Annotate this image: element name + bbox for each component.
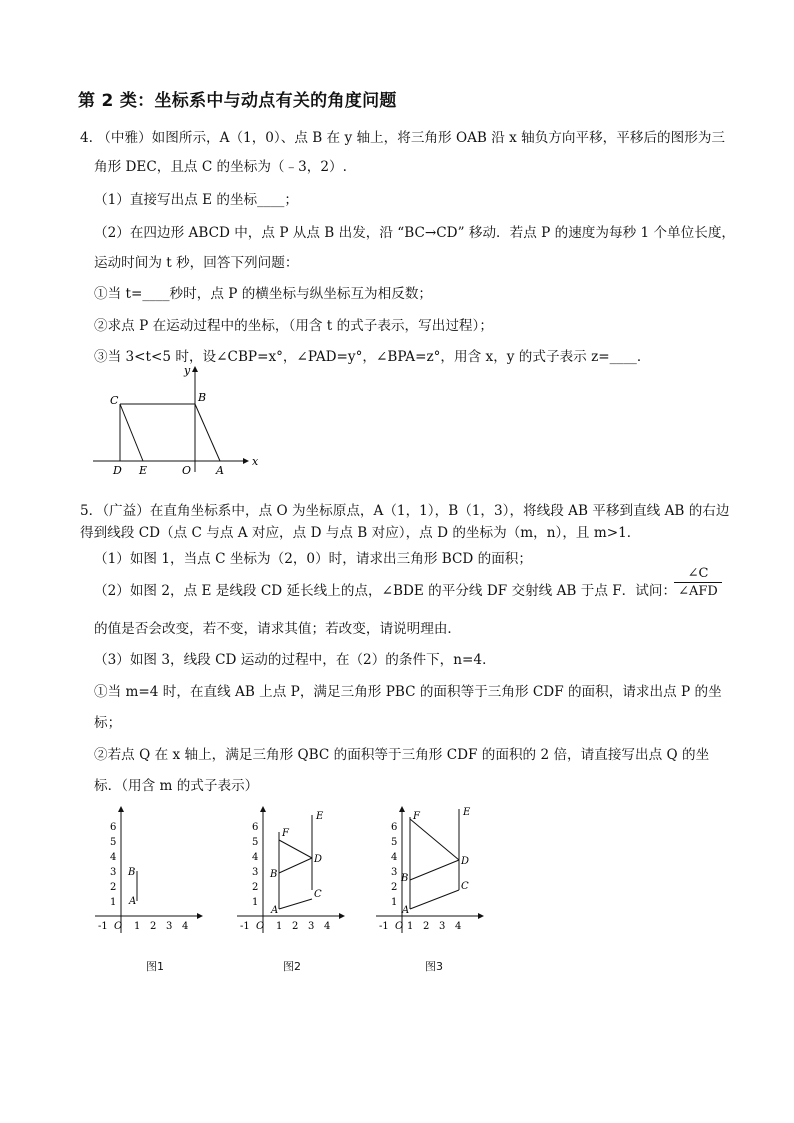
tick-y-4: 4 <box>252 852 259 863</box>
tick-y-2: 2 <box>391 882 398 893</box>
q5-line-2: 得到线段 CD（点 C 与点 A 对应，点 D 与点 B 对应），点 D 的坐标为（m，n），且 m>1． <box>80 525 641 541</box>
q4-line-2: 角形 DEC，且点 C 的坐标为（﹣3，2）. <box>94 159 347 175</box>
segment-ba <box>195 404 220 461</box>
tick-y-3: 3 <box>391 867 398 878</box>
label-b: B <box>128 867 136 878</box>
tick-x-2: 2 <box>292 921 299 932</box>
tick-x-2: 2 <box>423 921 430 932</box>
q5-line-1: 5．（广益）在直角坐标系中，点 O 为坐标原点，A（1，1），B（1，3），将线段 AB 平移到直线 AB 的右边 <box>80 503 730 519</box>
tick-x-3: 3 <box>166 921 173 932</box>
q5-line-5: 的值是否会改变，若不变，请求其值；若改变，请说明理由． <box>94 621 462 637</box>
q4-line-6: ①当 t=____秒时，点 P 的横坐标与纵坐标互为相反数； <box>94 286 433 302</box>
label-d: D <box>113 464 122 477</box>
q4-figure <box>88 362 268 477</box>
tick-x-neg1: -1 <box>379 921 389 932</box>
segment-ac <box>279 899 312 909</box>
q4-line-8: ③当 3<t<5 时，设∠CBP=x°，∠PAD=y°，∠BPA=z°，用含 x，y 的式子表示 z=____． <box>94 349 651 365</box>
q4-line-1: 4. （中雅）如图所示，A（1，0）、点 B 在 y 轴上，将三角形 OAB 沿 x 轴负方向平移，平移后的图形为三 <box>80 130 726 146</box>
tick-x-3: 3 <box>308 921 315 932</box>
figure-2 <box>232 805 352 945</box>
figure-3 <box>371 805 501 945</box>
tick-y-2: 2 <box>110 882 117 893</box>
label-a: A <box>402 905 410 916</box>
tick-y-2: 2 <box>252 882 259 893</box>
label-a: A <box>216 464 224 477</box>
q4-line-3: （1）直接写出点 E 的坐标____； <box>94 192 298 208</box>
label-e: E <box>463 807 471 818</box>
q5-line-4: （2）如图 2，点 E 是线段 CD 延长线上的点，∠BDE 的平分线 DF 交射线 AB 于点 F．试问： <box>94 583 677 599</box>
tick-y-6: 6 <box>252 822 259 833</box>
tick-y-5: 5 <box>110 837 117 848</box>
fraction-denominator: ∠AFD <box>678 584 718 599</box>
tick-y-5: 5 <box>252 837 259 848</box>
fraction-numerator: ∠C <box>674 566 722 583</box>
q5-line-3: （1）如图 1，当点 C 坐标为（2，0）时，请求出三角形 BCD 的面积； <box>94 551 532 567</box>
tick-x-4: 4 <box>182 921 189 932</box>
q5-line-10: 标．（用含 m 的式子表示） <box>94 778 259 794</box>
tick-y-4: 4 <box>391 852 398 863</box>
label-b: B <box>198 391 207 404</box>
tick-y-3: 3 <box>110 867 117 878</box>
q5-line-6: （3）如图 3，线段 CD 运动的过程中，在（2）的条件下，n=4． <box>94 652 496 668</box>
tick-y-5: 5 <box>391 837 398 848</box>
segment-ac <box>410 890 459 909</box>
fraction-c-over-afd <box>674 566 722 599</box>
tick-x-neg1: -1 <box>240 921 250 932</box>
tick-y-6: 6 <box>391 822 398 833</box>
label-f: F <box>282 828 289 839</box>
q5-line-8: 标； <box>94 715 122 731</box>
tick-x-1: 1 <box>407 921 414 932</box>
tick-y-6: 6 <box>110 822 117 833</box>
caption-figure-3: 图3 <box>425 960 443 973</box>
q4-line-7: ②求点 P 在运动过程中的坐标，（用含 t 的式子表示，写出过程）； <box>94 318 493 334</box>
segment-ce <box>120 404 143 461</box>
label-x: x <box>252 455 259 468</box>
segment-bd <box>279 858 312 873</box>
tick-y-1: 1 <box>252 897 259 908</box>
label-d: D <box>314 854 323 865</box>
label-e: E <box>139 464 148 477</box>
label-c: C <box>461 881 469 892</box>
origin-label: O <box>256 921 265 932</box>
origin-label: O <box>114 921 123 932</box>
tick-x-2: 2 <box>150 921 157 932</box>
origin-label: O <box>395 921 404 932</box>
tick-y-1: 1 <box>110 897 117 908</box>
section-title: 第 2 类：坐标系中与动点有关的角度问题 <box>78 91 397 111</box>
caption-figure-1: 图1 <box>146 960 164 973</box>
label-c: C <box>110 394 119 407</box>
tick-x-3: 3 <box>439 921 446 932</box>
q5-line-9: ②若点 Q 在 x 轴上，满足三角形 QBC 的面积等于三角形 CDF 的面积的 2 倍，请直接写出点 Q 的坐 <box>94 747 710 763</box>
q4-line-4: （2）在四边形 ABCD 中，点 P 从点 B 出发，沿 “BC→CD” 移动．若点 P 的速度为每秒 1 个单位长度， <box>94 225 736 241</box>
tick-y-1: 1 <box>391 897 398 908</box>
label-b: B <box>270 869 278 880</box>
label-b: B <box>401 873 409 884</box>
tick-x-4: 4 <box>324 921 331 932</box>
tick-y-4: 4 <box>110 852 117 863</box>
label-c: C <box>314 889 322 900</box>
tick-x-1: 1 <box>134 921 141 932</box>
label-a: A <box>129 896 137 907</box>
figure-1 <box>90 805 210 945</box>
label-e: E <box>316 811 324 822</box>
label-y: y <box>184 364 191 377</box>
q5-line-7: ①当 m=4 时，在直线 AB 上点 P，满足三角形 PBC 的面积等于三角形 CDF 的面积，请求出点 P 的坐 <box>94 684 722 700</box>
label-d: D <box>461 856 470 867</box>
q4-line-5: 运动时间为 t 秒，回答下列问题： <box>94 255 299 271</box>
segment-bd <box>410 860 459 880</box>
segment-df <box>410 819 459 860</box>
label-a: A <box>271 905 279 916</box>
segment-df <box>279 840 312 858</box>
tick-x-4: 4 <box>455 921 462 932</box>
tick-x-1: 1 <box>276 921 283 932</box>
tick-y-3: 3 <box>252 867 259 878</box>
label-o: O <box>182 464 192 477</box>
label-f: F <box>413 811 420 822</box>
caption-figure-2: 图2 <box>283 960 301 973</box>
tick-x-neg1: -1 <box>98 921 108 932</box>
